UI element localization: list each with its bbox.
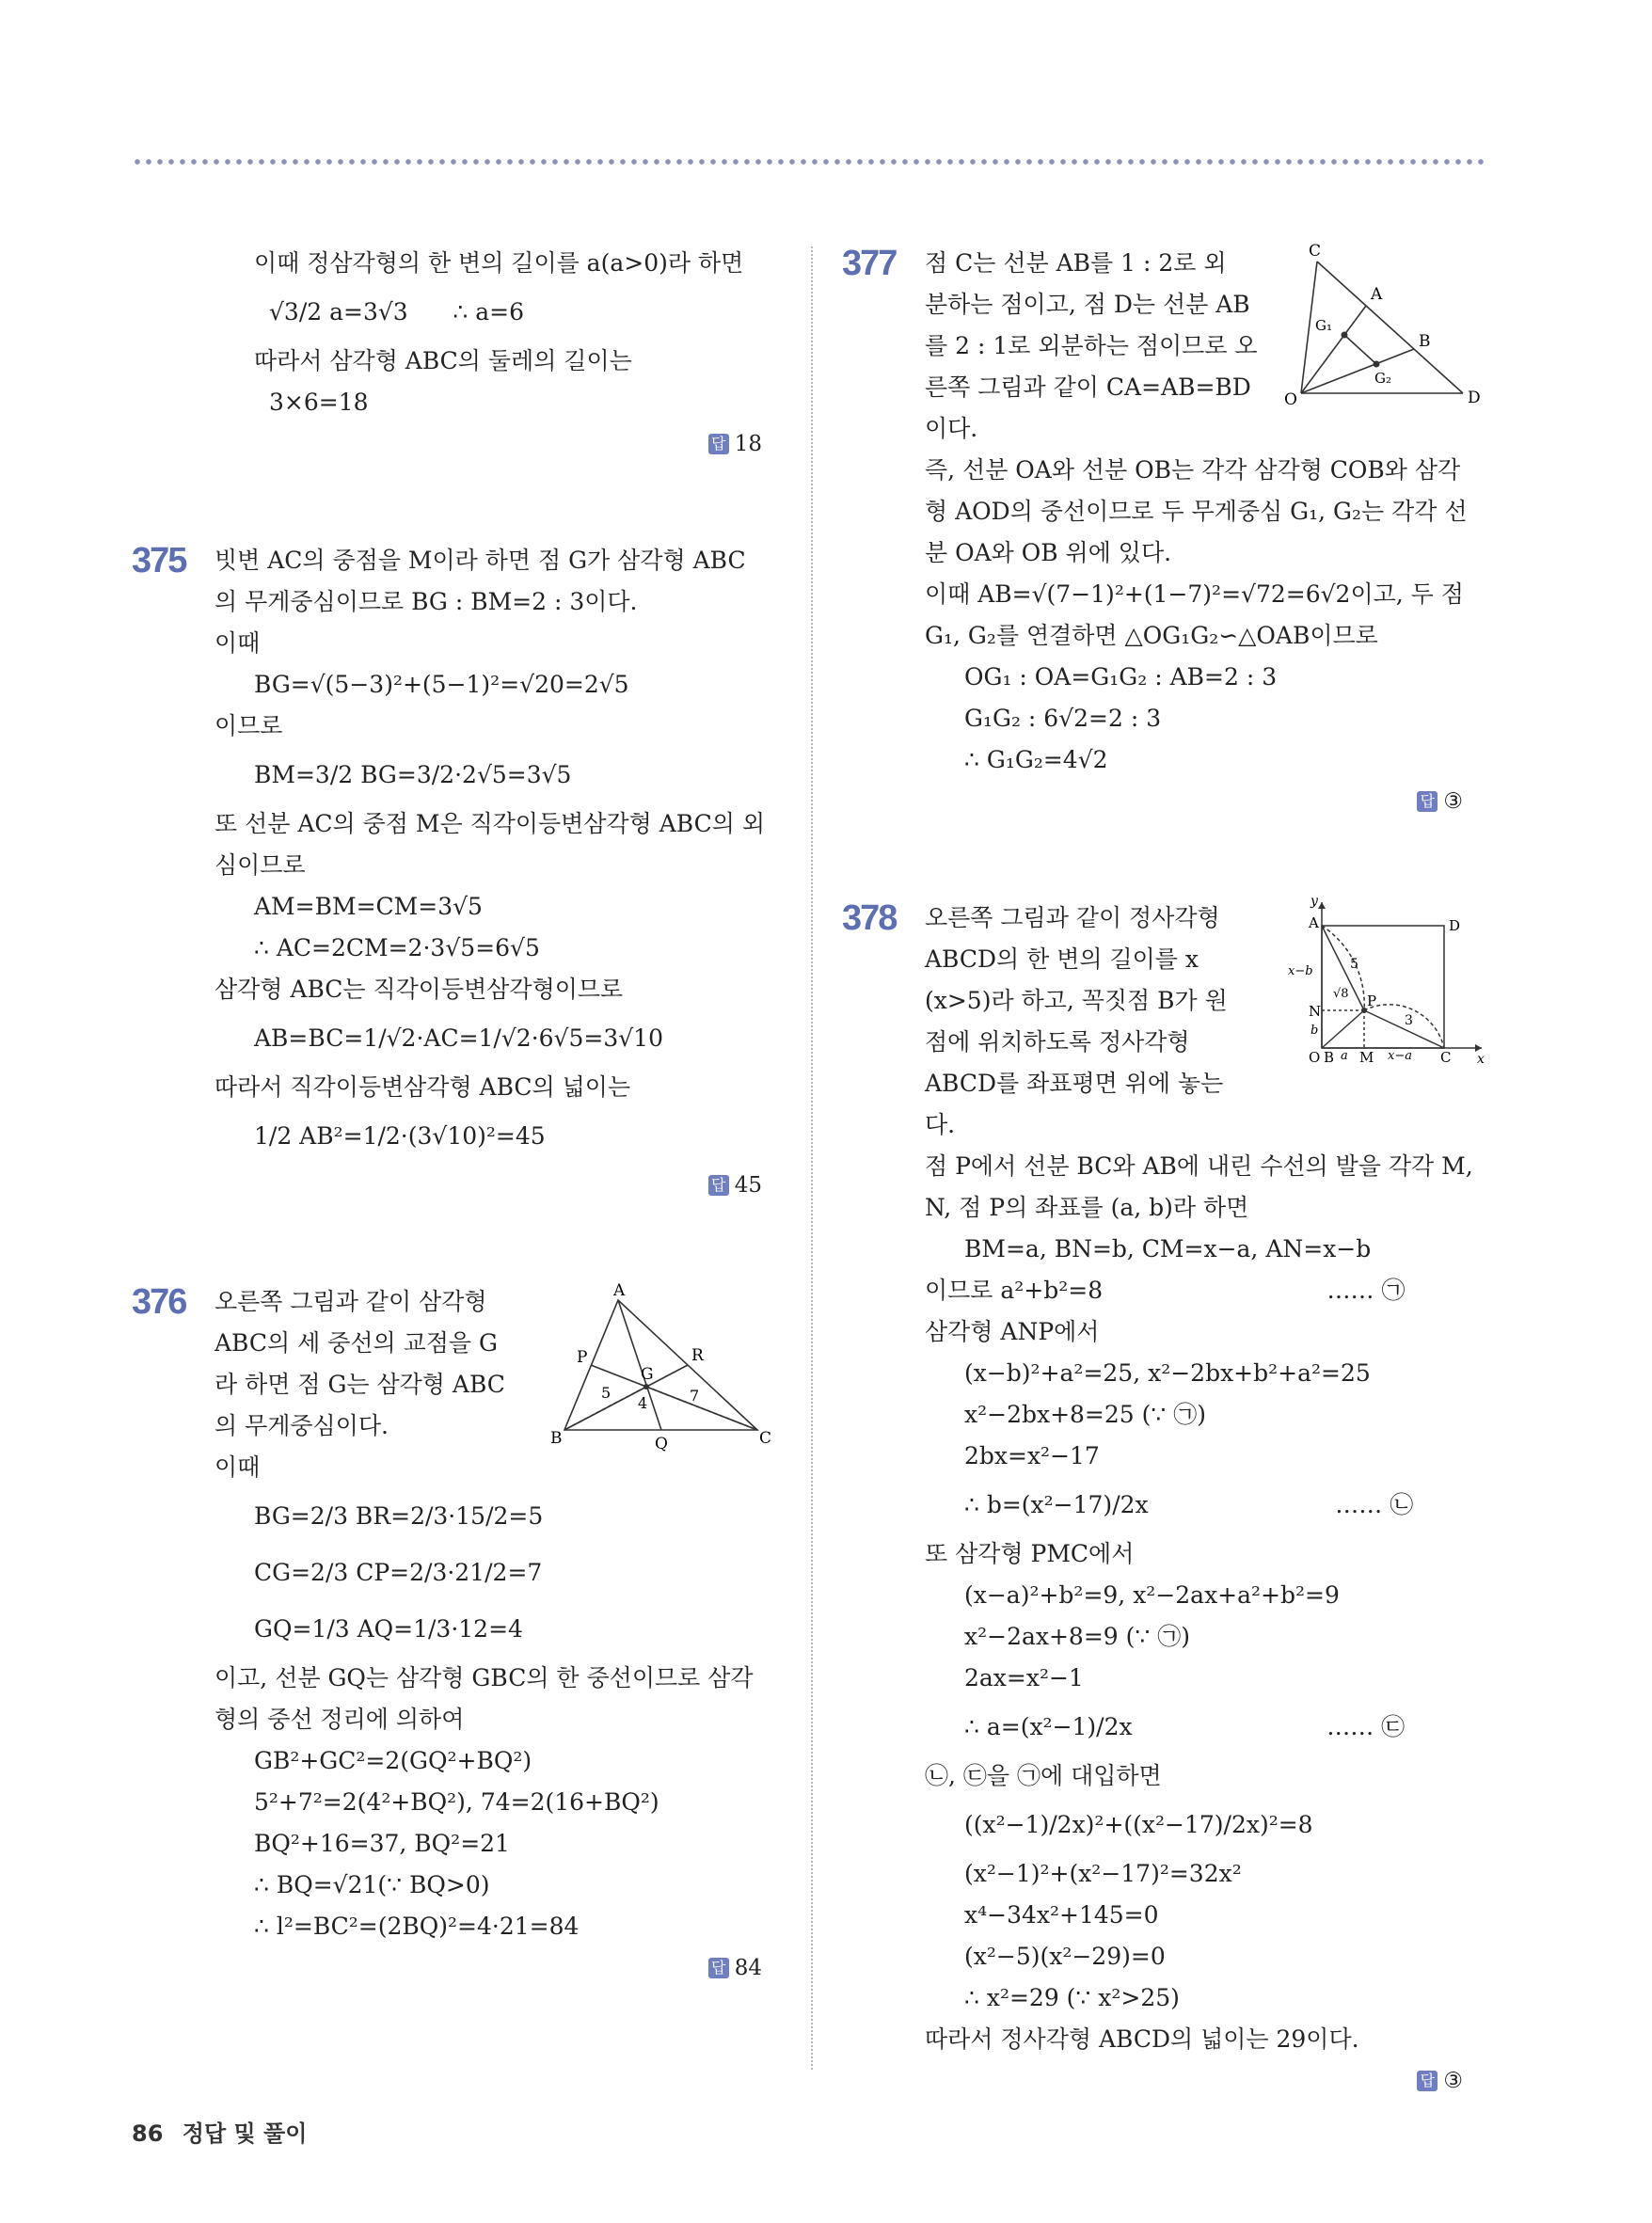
label-b: B [550, 1429, 563, 1448]
math-line: BM=3/2 BG=3/2·2√5=3√5 [254, 761, 572, 788]
top-dotted-rule [132, 158, 1486, 166]
problem-377 [842, 243, 1491, 822]
answer-row [214, 1947, 790, 1989]
continued-solution [132, 243, 790, 465]
answer-value: ③ [1443, 789, 1463, 814]
answer-row [214, 1165, 790, 1206]
problem-378 [842, 894, 1491, 2102]
text-line: ABC의 세 중선의 교점을 G [214, 1329, 498, 1357]
math-line: 2bx=x²−17 [964, 1442, 1100, 1469]
text-line: N, 점 P의 좌표를 (a, b)라 하면 [925, 1194, 1249, 1221]
footer-section: 정답 및 풀이 [182, 2120, 308, 2147]
text-line: (x>5)라 하고, 꼭짓점 B가 원 [925, 987, 1228, 1014]
text-line: 라 하면 점 G는 삼각형 ABC [214, 1371, 505, 1398]
answer-row [925, 2060, 1491, 2102]
text-line: 점에 위치하도록 정사각형 [925, 1028, 1190, 1056]
text-line: 따라서 직각이등변삼각형 ABC의 넓이는 [214, 1073, 631, 1101]
label-p: P [577, 1348, 588, 1367]
label-c: C [1309, 243, 1322, 261]
math-line: ∴ b=(x²−17)/2x …… ㉡ [964, 1491, 1414, 1518]
text-line: 이때 정삼각형의 한 변의 길이를 a(a>0)라 하면 [254, 249, 744, 277]
point-g2 [1374, 361, 1380, 368]
text-line: ABCD를 좌표평면 위에 놓는 [925, 1070, 1224, 1097]
label-g1: G₁ [1315, 317, 1332, 334]
problem-number: 376 [132, 1282, 186, 1322]
answer-badge: 답 [1417, 2071, 1438, 2091]
page-footer [132, 2115, 307, 2148]
text-line: 점 C는 선분 AB를 1 : 2로 외 [925, 249, 1227, 277]
page-number: 86 [132, 2120, 164, 2147]
answer-badge: 답 [1417, 791, 1438, 812]
label-n: N [1309, 1003, 1322, 1020]
answer-value: ③ [1443, 2069, 1463, 2093]
math-line: ∴ x²=29 (∵ x²>25) [964, 1984, 1180, 2011]
label-p: P [1367, 992, 1377, 1009]
math-line: GQ=1/3 AQ=1/3·12=4 [254, 1615, 523, 1643]
math-line: 2ax=x²−1 [964, 1664, 1084, 1691]
text-line: 이때 AB=√(7−1)²+(1−7)²=√72=6√2이고, 두 점 [925, 580, 1464, 608]
label-m: M [1359, 1049, 1374, 1066]
math-line: CG=2/3 CP=2/3·21/2=7 [254, 1559, 543, 1586]
text-line: 다. [925, 1111, 956, 1138]
math-line: 3×6=18 [269, 389, 369, 416]
text-line: 오른쪽 그림과 같이 삼각형 [214, 1288, 487, 1315]
label-b: B [1419, 332, 1431, 351]
label-5: 5 [1350, 957, 1358, 972]
math-line: ∴ AC=2CM=2·3√5=6√5 [254, 934, 540, 961]
coordinate-figure-378 [1284, 888, 1491, 1067]
label-b-length: b [1310, 1024, 1319, 1038]
text-line: 점 P에서 선분 BC와 AB에 내린 수선의 발을 각각 M, [925, 1152, 1473, 1180]
label-c: C [759, 1429, 772, 1448]
answer-badge: 답 [708, 1958, 729, 1978]
text-line: 심이므로 [214, 851, 306, 879]
text-line: 이때 [214, 629, 261, 657]
math-line: AB=BC=1/√2·AC=1/√2·6√5=3√10 [254, 1024, 663, 1052]
text-line: 삼각형 ABC는 직각이등변삼각형이므로 [214, 976, 624, 1003]
text-line: 이므로 a²+b²=8 …… ㉠ [925, 1277, 1406, 1304]
right-column [842, 243, 1491, 2102]
math-line: 1/2 AB²=1/2·(3√10)²=45 [254, 1122, 546, 1150]
math-line: BM=a, BN=b, CM=x−a, AN=x−b [964, 1235, 1372, 1262]
math-line: GB²+GC²=2(GQ²+BQ²) [254, 1747, 532, 1774]
text-line: 형 AOD의 중선이므로 두 무게중심 G₁, G₂는 각각 선 [925, 498, 1468, 525]
text-line: 이다. [925, 415, 978, 442]
text-line: 이므로 [214, 712, 283, 739]
text-line: 삼각형 ANP에서 [925, 1318, 1100, 1345]
text-line: 분 OA와 OB 위에 있다. [925, 539, 1172, 566]
math-line: x²−2ax+8=9 (∵ ㉠) [964, 1623, 1190, 1650]
text-line: 이고, 선분 GQ는 삼각형 GBC의 한 중선이므로 삼각 [214, 1664, 754, 1691]
problem-376 [132, 1281, 790, 1989]
math-line: BG=√(5−3)²+(5−1)²=√20=2√5 [254, 671, 629, 698]
label-3: 3 [1405, 1013, 1413, 1028]
math-line: ((x²−1)/2x)²+((x²−17)/2x)²=8 [964, 1811, 1313, 1838]
text-line: 른쪽 그림과 같이 CA=AB=BD [925, 373, 1251, 401]
text-line: 를 2 : 1로 외분하는 점이므로 오 [925, 332, 1258, 359]
text-line: 따라서 정사각형 ABCD의 넓이는 29이다. [925, 2025, 1359, 2053]
label-a: A [1371, 285, 1383, 304]
left-column [132, 243, 790, 1989]
math-line: BQ²+16=37, BQ²=21 [254, 1830, 510, 1857]
label-root8: √8 [1333, 987, 1349, 1001]
math-line: √3/2 a=3√3 ∴ a=6 [269, 298, 524, 326]
problem-number: 375 [132, 541, 186, 580]
label-4: 4 [638, 1394, 648, 1412]
label-d: D [1468, 389, 1481, 407]
math-line: BG=2/3 BR=2/3·15/2=5 [254, 1502, 544, 1530]
label-5: 5 [601, 1384, 612, 1402]
text-line: 또 선분 AC의 중점 M은 직각이등변삼각형 ABC의 외 [214, 810, 765, 837]
label-y: y [1310, 894, 1318, 909]
label-x: x [1477, 1052, 1485, 1067]
answer-badge: 답 [708, 434, 729, 454]
text-line: 오른쪽 그림과 같이 정사각형 [925, 904, 1220, 931]
math-line: (x−a)²+b²=9, x²−2ax+a²+b²=9 [964, 1581, 1340, 1609]
label-7: 7 [690, 1387, 700, 1405]
label-a: A [1309, 914, 1319, 931]
x-arrow-icon [1475, 1044, 1482, 1052]
math-line: ∴ G₁G₂=4√2 [964, 746, 1108, 773]
label-g: G [641, 1365, 654, 1384]
problem-375 [132, 540, 790, 1206]
math-line: OG₁ : OA=G₁G₂ : AB=2 : 3 [964, 663, 1278, 691]
math-line: 5²+7²=2(4²+BQ²), 74=2(16+BQ²) [254, 1788, 659, 1816]
math-line: AM=BM=CM=3√5 [254, 893, 483, 920]
answer-value: 18 [734, 432, 762, 456]
label-x-minus-a: x−a [1388, 1049, 1412, 1063]
label-r: R [691, 1346, 704, 1365]
math-line: G₁G₂ : 6√2=2 : 3 [964, 705, 1162, 732]
triangle-figure-376 [550, 1281, 776, 1455]
geometry-figure-377 [1284, 243, 1491, 412]
point-g1 [1342, 332, 1348, 339]
centroid-g [643, 1384, 649, 1389]
segment-bp [1322, 1010, 1364, 1048]
text-line: G₁, G₂를 연결하면 △OG₁G₂∽△OAB이므로 [925, 622, 1378, 649]
text-line: ABCD의 한 변의 길이를 x [925, 945, 1199, 973]
math-line: (x²−5)(x²−29)=0 [964, 1943, 1166, 1970]
y-arrow-icon [1318, 902, 1326, 909]
answer-row [925, 781, 1491, 822]
label-q: Q [655, 1435, 668, 1453]
math-line: (x−b)²+a²=25, x²−2bx+b²+a²=25 [964, 1359, 1371, 1387]
text-line: 즉, 선분 OA와 선분 OB는 각각 삼각형 COB와 삼각 [925, 456, 1461, 484]
triangle-abc [564, 1300, 757, 1430]
segment-g1g2 [1344, 335, 1376, 364]
text-line: 의 무게중심이다. [214, 1412, 389, 1439]
label-b: B [1324, 1049, 1335, 1066]
answer-value: 84 [734, 1956, 762, 1980]
answer-value: 45 [734, 1173, 762, 1198]
math-line: (x²−1)²+(x²−17)²=32x² [964, 1860, 1242, 1887]
label-o: O [1309, 1049, 1321, 1066]
label-g2: G₂ [1374, 370, 1391, 387]
text-line: 의 무게중심이므로 BG : BM=2 : 3이다. [214, 588, 638, 615]
math-line: ∴ a=(x²−1)/2x …… ㉢ [964, 1713, 1406, 1740]
math-line: ∴ BQ=√21(∵ BQ>0) [254, 1871, 490, 1898]
problem-number: 377 [842, 244, 897, 283]
label-a-length: a [1341, 1049, 1348, 1063]
label-a: A [613, 1281, 626, 1300]
label-d: D [1449, 917, 1461, 934]
math-line: x²−2bx+8=25 (∵ ㉠) [964, 1401, 1206, 1428]
label-o: O [1284, 390, 1297, 409]
answer-badge: 답 [708, 1175, 729, 1196]
text-line: 따라서 삼각형 ABC의 둘레의 길이는 [254, 347, 632, 374]
text-line: 분하는 점이고, 점 D는 선분 AB [925, 291, 1250, 318]
text-line: 또 삼각형 PMC에서 [925, 1540, 1135, 1567]
label-x-minus-b: x−b [1288, 964, 1313, 978]
column-divider [811, 246, 813, 2070]
text-line: 빗변 AC의 중점을 M이라 하면 점 G가 삼각형 ABC [214, 547, 746, 574]
math-line: ∴ l²=BC²=(2BQ)²=4·21=84 [254, 1913, 580, 1940]
text-line: ㉡, ㉢을 ㉠에 대입하면 [925, 1762, 1162, 1789]
text-line: 형의 중선 정리에 의하여 [214, 1706, 465, 1733]
text-line: 이때 [214, 1453, 261, 1481]
label-c: C [1440, 1049, 1452, 1066]
problem-number: 378 [842, 898, 897, 938]
math-line: x⁴−34x²+145=0 [964, 1901, 1159, 1929]
answer-row [214, 423, 790, 465]
